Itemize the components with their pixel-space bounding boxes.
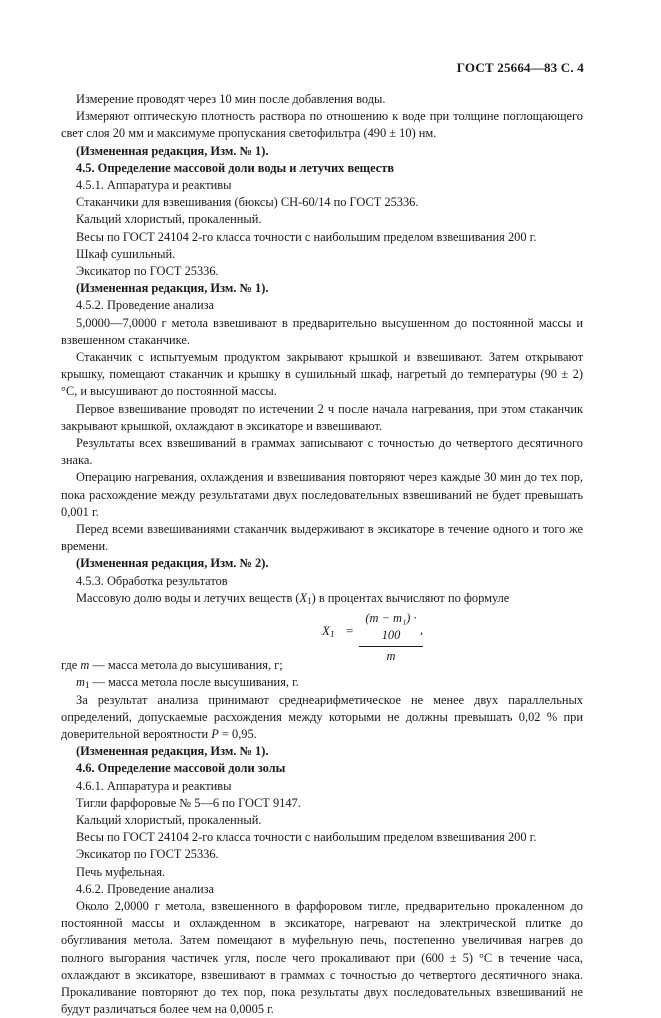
- paragraph: Эксикатор по ГОСТ 25336.: [76, 847, 219, 862]
- paragraph: Перед всеми взвешиваниями стаканчик выдерживают в эксикаторе в течение одного и того же времени.: [61, 522, 583, 554]
- formula-numerator: (m − m₁) · 100: [359, 610, 423, 646]
- paragraph: Весы по ГОСТ 24104 2-го класса точности с наибольшим пределом взвешивания 200 г.: [76, 229, 537, 244]
- paragraph: 4.6.2. Проведение анализа: [76, 881, 215, 896]
- paragraph: (Измененная редакция, Изм. № 1).: [76, 744, 269, 759]
- paragraph: (Измененная редакция, Изм. № 1).: [76, 281, 269, 296]
- paragraph: 4.5.2. Проведение анализа: [76, 298, 215, 313]
- formula-comma: ,: [420, 623, 424, 638]
- paragraph: Тигли фарфоровые № 5—6 по ГОСТ 9147.: [76, 795, 301, 810]
- paragraph: Результаты всех взвешиваний в граммах записывают с точностью до четвертого десятичного знака.: [61, 436, 583, 468]
- paragraph: Первое взвешивание проводят по истечении 2 ч после начала нагревания, при этом стаканчик закрывают крышкой, охлаждают в эксикаторе и взвешивают.: [61, 401, 583, 433]
- paragraph: 4.5. Определение массовой доли воды и летучих веществ: [76, 160, 395, 175]
- paragraph: Около 2,0000 г метола, взвешенного в фарфоровом тигле, предварительно прокаленном до постоянной массы и охлажденном в эксикаторе, нагревают на электрической плитке до обугливания метола. Затем помещают в муфельную печь, постепенно увеличивая нагрев до полного выгорания частичек угля, после чего прокаливают при (600 ± 5) °С в течение часа, охлаждают в эксикаторе, взвешивают в граммах с точностью до четвертого десятичного знака. Прокаливание повторяют до тех пор, пока результаты двух последовательных взвешиваний не будут различаться более чем на 0,0005 г.: [61, 898, 583, 1017]
- formula-fraction: [359, 610, 423, 665]
- paragraph: 5,0000—7,0000 г метола взвешивают в предварительно высушенном до постоянной массы и взвешенном стаканчике.: [61, 315, 583, 347]
- paragraph: 4.6.1. Аппаратура и реактивы: [76, 778, 232, 793]
- paragraph: 4.5.1. Аппаратура и реактивы: [76, 178, 232, 193]
- formula-denominator: m: [386, 648, 396, 663]
- paragraph: (Измененная редакция, Изм. № 1).: [76, 143, 269, 158]
- paragraph: 4.5.3. Обработка результатов: [76, 573, 228, 588]
- where-m1: $m_1$ — масса метола после высушивания, г.: [76, 675, 299, 691]
- paragraph: Кальций хлористый, прокаленный.: [76, 212, 262, 227]
- document-body: [61, 91, 583, 1018]
- paragraph: Весы по ГОСТ 24104 2-го класса точности с наибольшим пределом взвешивания 200 г.: [76, 830, 537, 845]
- formula-intro: Массовую долю воды и летучих веществ $(X_1)$ в процентах вычисляют по формуле: [76, 590, 510, 606]
- paragraph: Шкаф сушильный.: [76, 246, 176, 261]
- formula-equals: =: [346, 623, 354, 639]
- paragraph: Эксикатор по ГОСТ 25336.: [76, 264, 219, 279]
- paragraph: Измеряют оптическую плотность раствора по отношению к воде при толщине поглощающего свет слоя 20 мм и максимуме пропускания светофильтра (490 ± 10) нм.: [61, 109, 583, 141]
- paragraph: Стаканчики для взвешивания (бюксы) СН-60/14 по ГОСТ 25336.: [76, 195, 419, 210]
- where-m: где m — масса метола до высушивания, г;: [61, 658, 283, 673]
- paragraph: Измерение проводят через 10 мин после добавления воды.: [76, 92, 386, 106]
- page-header: ГОСТ 25664—83 С. 4: [456, 60, 584, 75]
- paragraph: Печь муфельная.: [76, 864, 166, 879]
- section-4-5-text: [61, 91, 583, 590]
- formula-x1: [61, 608, 583, 663]
- paragraph: Операцию нагревания, охлаждения и взвешивания повторяют через каждые 30 мин до тех пор, пока расхождение между результатами двух последовательных взвешиваний не будет превышать 0,001 г.: [61, 470, 583, 519]
- paragraph: Кальций хлористый, прокаленный.: [76, 812, 262, 827]
- section-4-6-text: [61, 743, 583, 1018]
- paragraph: Стаканчик с испытуемым продуктом закрывают крышкой и взвешивают. Затем открывают крышку, помещают стаканчик и крышку в сушильный шкаф, нагретый до температуры (90 ± 2) °С, и высушивают до постоянной массы.: [61, 350, 583, 399]
- paragraph: (Измененная редакция, Изм. № 2).: [76, 556, 269, 571]
- formula-lhs: $X_1$: [322, 623, 335, 640]
- result-text: За результат анализа принимают среднеарифметическое не менее двух параллельных определений, допускаемые расхождения между которыми не должны превышать 0,02 % при доверительной вероятности P = 0,95.: [61, 692, 583, 741]
- paragraph: 4.6. Определение массовой доли золы: [76, 761, 286, 776]
